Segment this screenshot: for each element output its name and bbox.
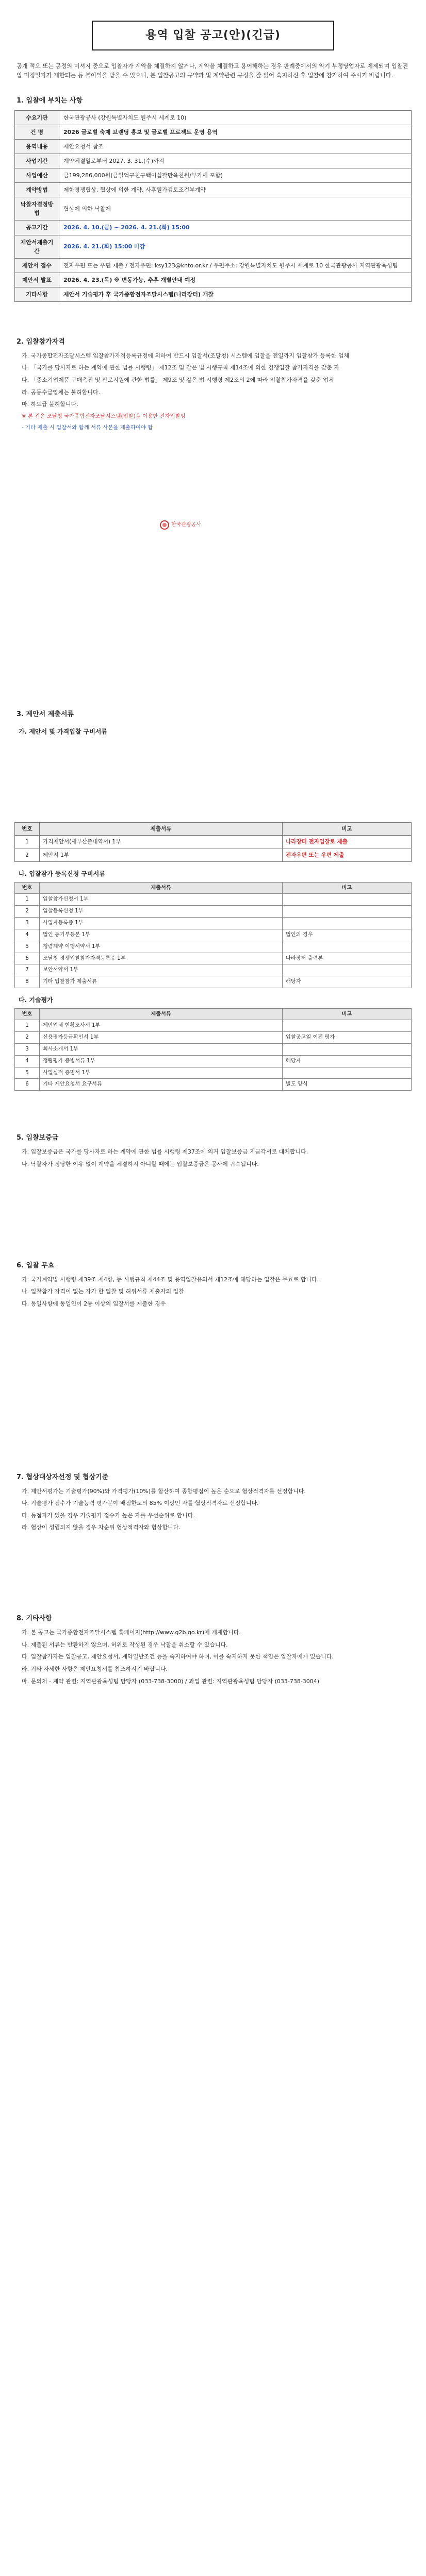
overview-key: 제안서 접수 bbox=[15, 258, 59, 273]
row-number: 5 bbox=[15, 1067, 40, 1079]
section-3b-title: 나. 입찰참가 등록신청 구비서류 bbox=[19, 870, 105, 878]
table-row bbox=[15, 964, 412, 976]
overview-key: 계약방법 bbox=[15, 183, 59, 197]
overview-key: 용역내용 bbox=[15, 140, 59, 154]
row-remark: 해당자 bbox=[283, 1055, 412, 1067]
overview-value: 2026. 4. 21.(화) 15:00 마감 bbox=[59, 235, 412, 258]
table-row bbox=[15, 849, 412, 861]
org-seal-label: 한국관광공사 bbox=[171, 522, 201, 528]
row-number: 2 bbox=[15, 906, 40, 918]
table-row bbox=[15, 906, 412, 918]
overview-row bbox=[15, 221, 412, 235]
negotiation-item: 나. 기술평가 점수가 기술능력 평가분야 배점한도의 85% 이상인 자를 협상적격자로 선정합니다. bbox=[22, 1500, 259, 1507]
etc-item: 라. 기타 자세한 사항은 제안요청서를 참조하시기 바랍니다. bbox=[22, 1665, 168, 1672]
row-remark bbox=[283, 918, 412, 929]
table-header-cell: 번호 bbox=[15, 882, 40, 894]
row-number: 1 bbox=[15, 836, 40, 849]
row-number: 7 bbox=[15, 964, 40, 976]
overview-key: 제안서 발표 bbox=[15, 273, 59, 287]
table-header-cell: 제출서류 bbox=[40, 882, 283, 894]
table-row bbox=[15, 1020, 412, 1032]
row-document: 제안서 1부 bbox=[40, 849, 283, 861]
overview-row bbox=[15, 183, 412, 197]
row-number: 2 bbox=[15, 1032, 40, 1044]
table-row bbox=[15, 1032, 412, 1044]
overview-key: 건 명 bbox=[15, 125, 59, 140]
etc-item: 다. 입찰참가자는 입찰공고, 제안요청서, 계약일반조건 등을 숙지하여야 하며, 이를 숙지하지 못한 책임은 입찰자에게 있습니다. bbox=[22, 1653, 334, 1660]
row-document: 정량평가 증빙서류 1부 bbox=[40, 1055, 283, 1067]
row-document: 회사소개서 1부 bbox=[40, 1044, 283, 1056]
row-remark bbox=[283, 1020, 412, 1032]
table-row bbox=[15, 1079, 412, 1091]
row-document: 법인 등기부등본 1부 bbox=[40, 929, 283, 941]
table-header-cell: 비고 bbox=[283, 882, 412, 894]
row-document: 기타 제안요청서 요구서류 bbox=[40, 1079, 283, 1091]
row-number: 3 bbox=[15, 918, 40, 929]
row-document: 사업실적 증명서 1부 bbox=[40, 1067, 283, 1079]
submission-docs-table bbox=[14, 822, 412, 862]
overview-value: 한국관광공사 (강원특별자치도 원주시 세계로 10) bbox=[59, 111, 412, 125]
invalid-item: 가. 국가계약법 시행령 제39조 제4항, 동 시행규칙 제44조 및 용역입찰유의서 제12조에 해당하는 입찰은 무효로 합니다. bbox=[22, 1276, 319, 1283]
table-row bbox=[15, 953, 412, 964]
overview-key: 기타사항 bbox=[15, 287, 59, 301]
table-header-cell: 번호 bbox=[15, 822, 40, 835]
row-document: 가격제안서(세부산출내역서) 1부 bbox=[40, 836, 283, 849]
overview-value: 2026 글로벌 축제 브랜딩 홍보 및 글로벌 프로젝트 운영 용역 bbox=[59, 125, 412, 140]
row-remark: 나라장터 전자입찰로 제출 bbox=[283, 836, 412, 849]
row-remark bbox=[283, 941, 412, 953]
qualification-item: 다. 「중소기업제품 구매촉진 및 판로지원에 관한 법률」 제9조 및 같은 법 시행령 제2조의 2에 따라 입찰참가자격을 갖춘 업체 bbox=[22, 377, 334, 384]
overview-row bbox=[15, 154, 412, 168]
row-document: 사업자등록증 1부 bbox=[40, 918, 283, 929]
table-row bbox=[15, 1055, 412, 1067]
row-number: 1 bbox=[15, 1020, 40, 1032]
overview-row bbox=[15, 140, 412, 154]
etc-item: 마. 문의처 - 계약 관련: 지역관광육성팀 담당자 (033-738-3000) / 과업 관련: 지역관광육성팀 담당자 (033-738-3004) bbox=[22, 1677, 320, 1685]
section-2-title: 2. 입찰참가자격 bbox=[17, 337, 65, 346]
row-document: 입찰등록신청 1부 bbox=[40, 906, 283, 918]
overview-value: 제안서 기술평가 후 국가종합전자조달시스템(나라장터) 개찰 bbox=[59, 287, 412, 301]
table-row bbox=[15, 1067, 412, 1079]
row-remark bbox=[283, 964, 412, 976]
section-3-title: 3. 제안서 제출서류 bbox=[17, 710, 74, 719]
row-remark bbox=[283, 894, 412, 906]
overview-row bbox=[15, 235, 412, 258]
intro-paragraph: 공개 적오 또는 공정의 미셔지 중으로 입찰자가 계약을 체결하지 않거나, 계약을 체결하고 용어해하는 경우 판례중에서의 악기 부정당업자로 제제되며 입찰진입 미정일자가 제한되는 등 불이익을 받을 수 있으니, 본 입찰공고의 규약과 및 계약관련 규정을 잘 읽어 숙지하신 후 입찰에 참가하여 주시기 바랍니다. bbox=[17, 63, 408, 79]
row-document: 신용평가등급확인서 1부 bbox=[40, 1032, 283, 1044]
row-document: 청렴계약 이행서약서 1부 bbox=[40, 941, 283, 953]
qual-note-blue: - 기타 제출 시 입찰서와 함께 서류 사본을 제출하여야 함 bbox=[22, 425, 153, 431]
row-number: 8 bbox=[15, 976, 40, 988]
table-header-cell: 비고 bbox=[283, 822, 412, 835]
table-header-cell: 제출서류 bbox=[40, 1008, 283, 1020]
row-document: 입찰참가신청서 1부 bbox=[40, 894, 283, 906]
overview-key: 공고기간 bbox=[15, 221, 59, 235]
negotiation-item: 가. 제안서평가는 기술평가(90%)와 가격평가(10%)를 합산하여 종합평점이 높은 순으로 협상적격자를 선정합니다. bbox=[22, 1487, 306, 1495]
overview-key: 사업예산 bbox=[15, 168, 59, 183]
table-row bbox=[15, 918, 412, 929]
overview-key: 제안서제출기간 bbox=[15, 235, 59, 258]
org-logo-icon bbox=[160, 520, 169, 530]
section-3c-title: 다. 기술평가 bbox=[19, 996, 53, 1004]
row-document: 보안서약서 1부 bbox=[40, 964, 283, 976]
table-row bbox=[15, 941, 412, 953]
overview-value: 협상에 의한 낙찰제 bbox=[59, 197, 412, 221]
row-remark: 별도 양식 bbox=[283, 1079, 412, 1091]
overview-value: 제한경쟁협상, 협상에 의한 계약, 사후원가검토조건부계약 bbox=[59, 183, 412, 197]
row-number: 3 bbox=[15, 1044, 40, 1056]
org-seal-1 bbox=[160, 520, 201, 530]
etc-item: 가. 본 공고는 국가종합전자조달시스템 홈페이지(http://www.g2b.go.kr)에 게재합니다. bbox=[22, 1629, 241, 1636]
row-document: 기타 입찰참가 제출서류 bbox=[40, 976, 283, 988]
overview-value: 2026. 4. 10.(금) ~ 2026. 4. 21.(화) 15:00 bbox=[59, 221, 412, 235]
overview-key: 수요기관 bbox=[15, 111, 59, 125]
invalid-item: 나. 입찰참가 자격이 없는 자가 한 입찰 및 허위서류 제출자의 입찰 bbox=[22, 1288, 184, 1295]
qualification-item: 마. 하도급 불허합니다. bbox=[22, 401, 78, 408]
overview-row bbox=[15, 111, 412, 125]
row-remark: 법인의 경우 bbox=[283, 929, 412, 941]
overview-row bbox=[15, 258, 412, 273]
overview-row bbox=[15, 273, 412, 287]
table-row bbox=[15, 894, 412, 906]
row-number: 6 bbox=[15, 1079, 40, 1091]
row-document: 조달청 경쟁입찰참가자격등록증 1부 bbox=[40, 953, 283, 964]
row-number: 4 bbox=[15, 1055, 40, 1067]
row-document: 제안업체 현황조사서 1부 bbox=[40, 1020, 283, 1032]
section-6-title: 6. 입찰 무효 bbox=[17, 1261, 55, 1269]
row-number: 6 bbox=[15, 953, 40, 964]
evaluation-docs-table bbox=[14, 1008, 412, 1091]
etc-item: 나. 제출된 서류는 반환하지 않으며, 허위로 작성된 경우 낙찰을 취소할 수 있습니다. bbox=[22, 1641, 228, 1648]
row-number: 1 bbox=[15, 894, 40, 906]
table-header-cell: 비고 bbox=[283, 1008, 412, 1020]
overview-row bbox=[15, 287, 412, 301]
section-7-title: 7. 협상대상자선정 및 협상기준 bbox=[17, 1473, 109, 1481]
invalid-item: 다. 동일사항에 동일인이 2통 이상의 입찰서를 제출한 경우 bbox=[22, 1300, 166, 1307]
table-row bbox=[15, 976, 412, 988]
row-remark: 나라장터 출력본 bbox=[283, 953, 412, 964]
row-number: 2 bbox=[15, 849, 40, 861]
row-number: 5 bbox=[15, 941, 40, 953]
overview-value: 금199,286,000원(금일억구천구백이십팔만육천원/부가세 포함) bbox=[59, 168, 412, 183]
table-header-cell: 번호 bbox=[15, 1008, 40, 1020]
overview-row bbox=[15, 168, 412, 183]
negotiation-item: 라. 협상이 성립되지 않을 경우 차순위 협상적격자와 협상합니다. bbox=[22, 1524, 181, 1531]
table-row bbox=[15, 836, 412, 849]
row-remark: 전자우편 또는 우편 제출 bbox=[283, 849, 412, 861]
overview-value: 전자우편 또는 우편 제출 / 전자우편: ksy123@knto.or.kr / 우편주소: 강원특별자치도 원주시 세계로 10 한국관광공사 지역관광육성팀 bbox=[59, 258, 412, 273]
table-row bbox=[15, 1044, 412, 1056]
overview-table bbox=[14, 110, 412, 302]
qual-note-red: ※ 본 건은 조달청 국가종합전자조달시스템(입찰)을 이용한 전자입찰임 bbox=[22, 413, 186, 419]
overview-value: 계약체결일로부터 2027. 3. 31.(수)까지 bbox=[59, 154, 412, 168]
qualification-item: 나. 「국가를 당사자로 하는 계약에 관한 법률 시행령」 제12조 및 같은 법 시행규칙 제14조에 의한 경쟁입찰 참가자격을 갖춘 자 bbox=[22, 364, 339, 371]
section-3a-title: 가. 제안서 및 가격입찰 구비서류 bbox=[19, 728, 107, 736]
overview-row bbox=[15, 197, 412, 221]
section-1-title: 1. 입찰에 부치는 사항 bbox=[17, 96, 83, 105]
section-5-title: 5. 입찰보증금 bbox=[17, 1134, 59, 1142]
overview-row bbox=[15, 125, 412, 140]
table-row bbox=[15, 929, 412, 941]
table-header-cell: 제출서류 bbox=[40, 822, 283, 835]
overview-value: 제안요청서 참조 bbox=[59, 140, 412, 154]
row-number: 4 bbox=[15, 929, 40, 941]
row-remark bbox=[283, 1067, 412, 1079]
qualification-item: 가. 국가종합전자조달시스템 입찰참가자격등록규정에 의하여 반드시 입찰서(조달청) 시스템에 입찰을 전일까지 입찰참가 등록한 업체 bbox=[22, 352, 349, 359]
section-8-title: 8. 기타사항 bbox=[17, 1615, 52, 1623]
registration-docs-table bbox=[14, 882, 412, 988]
page-title: 용역 입찰 공고(안)(긴급) bbox=[92, 21, 334, 50]
row-remark: 입찰공고일 이전 평가 bbox=[283, 1032, 412, 1044]
bond-item: 나. 낙찰자가 정당한 이유 없이 계약을 체결하지 아니할 때에는 입찰보증금은 공사에 귀속됩니다. bbox=[22, 1161, 259, 1167]
overview-key: 사업기간 bbox=[15, 154, 59, 168]
row-remark: 해당자 bbox=[283, 976, 412, 988]
overview-key: 낙찰자결정방법 bbox=[15, 197, 59, 221]
overview-value: 2026. 4. 23.(목) ※ 변동가능, 추후 개별안내 예정 bbox=[59, 273, 412, 287]
negotiation-item: 다. 동점자가 있을 경우 기술평가 점수가 높은 자를 우선순위로 합니다. bbox=[22, 1512, 195, 1519]
row-remark bbox=[283, 1044, 412, 1056]
qualification-item: 라. 공동수급업체는 불허합니다. bbox=[22, 388, 101, 396]
bond-item: 가. 입찰보증금은 국가를 당사자로 하는 계약에 관한 법률 시행령 제37조에 의거 입찰보증금 지급각서로 대체합니다. bbox=[22, 1148, 308, 1156]
row-remark bbox=[283, 906, 412, 918]
